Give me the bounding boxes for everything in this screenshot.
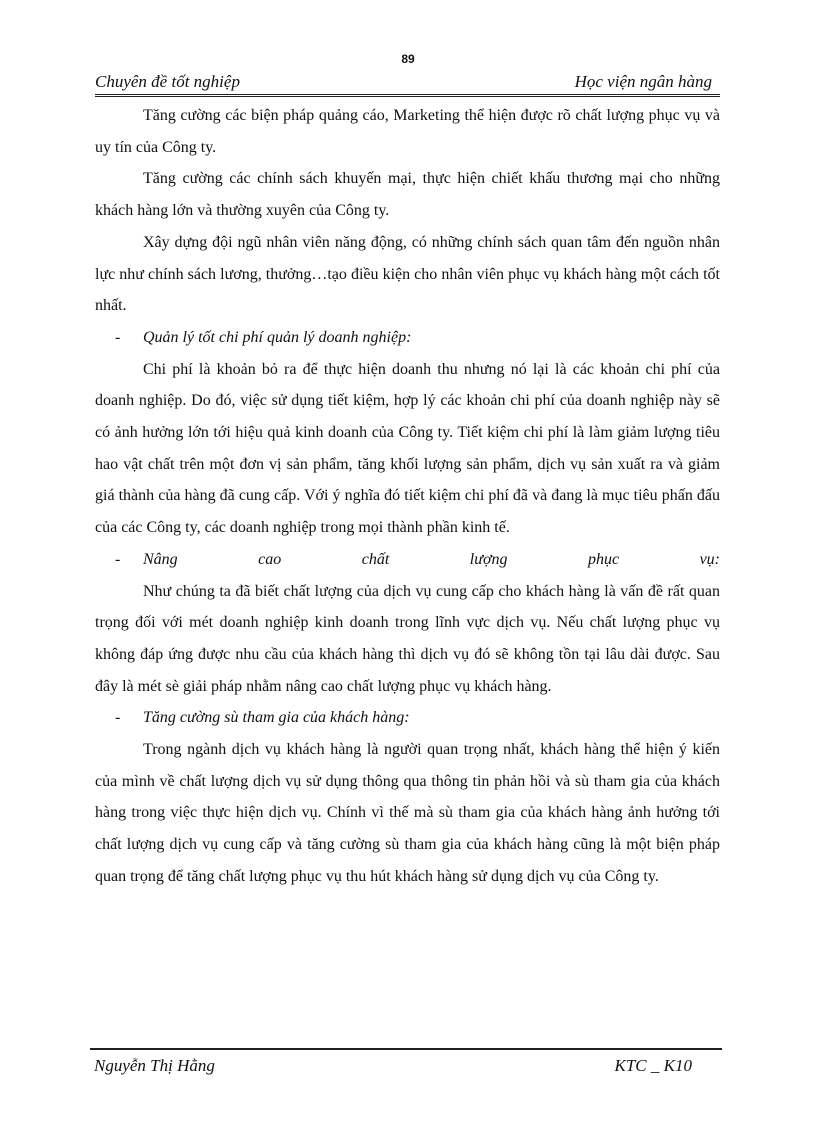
bullet-dash: -	[115, 328, 121, 346]
document-body	[95, 100, 720, 893]
paragraph: Tăng cường các chính sách khuyến mại, thực hiện chiết khấu thương mại cho những khách hàng lớn và thường xuyên của Công ty.	[95, 170, 720, 220]
footer-author: Nguyễn Thị Hằng	[94, 1056, 215, 1075]
section-heading-text: Tăng cường sù tham gia của khách hàng:	[143, 709, 410, 727]
footer-class: KTC _ K10	[614, 1056, 692, 1075]
section-heading-text: Nâng cao chất lượng phục vụ:	[143, 550, 720, 568]
section-heading	[95, 322, 720, 354]
paragraph: Trong ngành dịch vụ khách hàng là người quan trọng nhất, khách hàng thể hiện ý kiến của mình về chất lượng dịch vụ sử dụng thông qua thông tin phản hồi và sù tham gia của khách hàng trong việc thực hiện dịch vụ. Chính vì thế mà sù tham gia của khách hàng ảnh hưởng tới chất lượng dịch vụ cung cấp và tăng cường sù tham gia của khách hàng cũng là một biện pháp quan trọng để tăng chất lượng phục vụ thu hút khách hàng sử dụng dịch vụ của Công ty.	[95, 741, 720, 885]
header-title-right: Học viện ngân hàng	[574, 72, 712, 91]
bullet-dash: -	[115, 550, 121, 568]
paragraph: Chi phí là khoản bỏ ra để thực hiện doanh thu nhưng nó lại là các khoản chi phí của doanh nghiệp. Do đó, việc sử dụng tiết kiệm, hợp lý các khoản chi phí của doanh nghiệp này sẽ có ảnh hưởng lớn tới hiệu quả kinh doanh của Công ty. Tiết kiệm chi phí là làm giảm lượng tiêu hao vật chất trên một đơn vị sản phẩm, tăng khối lượng sản phẩm, dịch vụ sản xuất ra và giảm giá thành của hàng đã cung cấp. Với ý nghĩa đó tiết kiệm chi phí đã và đang là mục tiêu phấn đấu của các Công ty, các doanh nghiệp trong mọi thành phần kinh tế.	[95, 360, 720, 537]
section-heading	[95, 544, 720, 576]
page-footer	[90, 1048, 722, 1078]
paragraph: Tăng cường các biện pháp quảng cáo, Marketing thể hiện được rõ chất lượng phục vụ và uy tín của Công ty.	[95, 107, 720, 156]
page-number: 89	[401, 52, 415, 66]
section-heading	[95, 702, 720, 734]
paragraph: Xây dựng đội ngũ nhân viên năng động, có những chính sách quan tâm đến nguồn nhân lực như chính sách lương, thưởng…tạo điều kiện cho nhân viên phục vụ khách hàng một cách tốt nhất.	[95, 233, 720, 315]
paragraph: Như chúng ta đã biết chất lượng của dịch vụ cung cấp cho khách hàng là vấn đề rất quan trọng đối với mét doanh nghiệp kinh doanh trong lĩnh vực dịch vụ. Nếu chất lượng phục vụ không đáp ứng được nhu cầu của khách hàng thì dịch vụ đó sẽ không tồn tại lâu dài được. Sau đây là mét sè giải pháp nhằm nâng cao chất lượng phục vụ khách hàng.	[95, 582, 720, 695]
header-title-left: Chuyên đề tốt nghiệp	[95, 72, 240, 91]
bullet-dash: -	[115, 709, 121, 727]
section-heading-text: Quản lý tốt chi phí quản lý doanh nghiệp:	[143, 328, 412, 346]
page-header	[95, 70, 720, 97]
